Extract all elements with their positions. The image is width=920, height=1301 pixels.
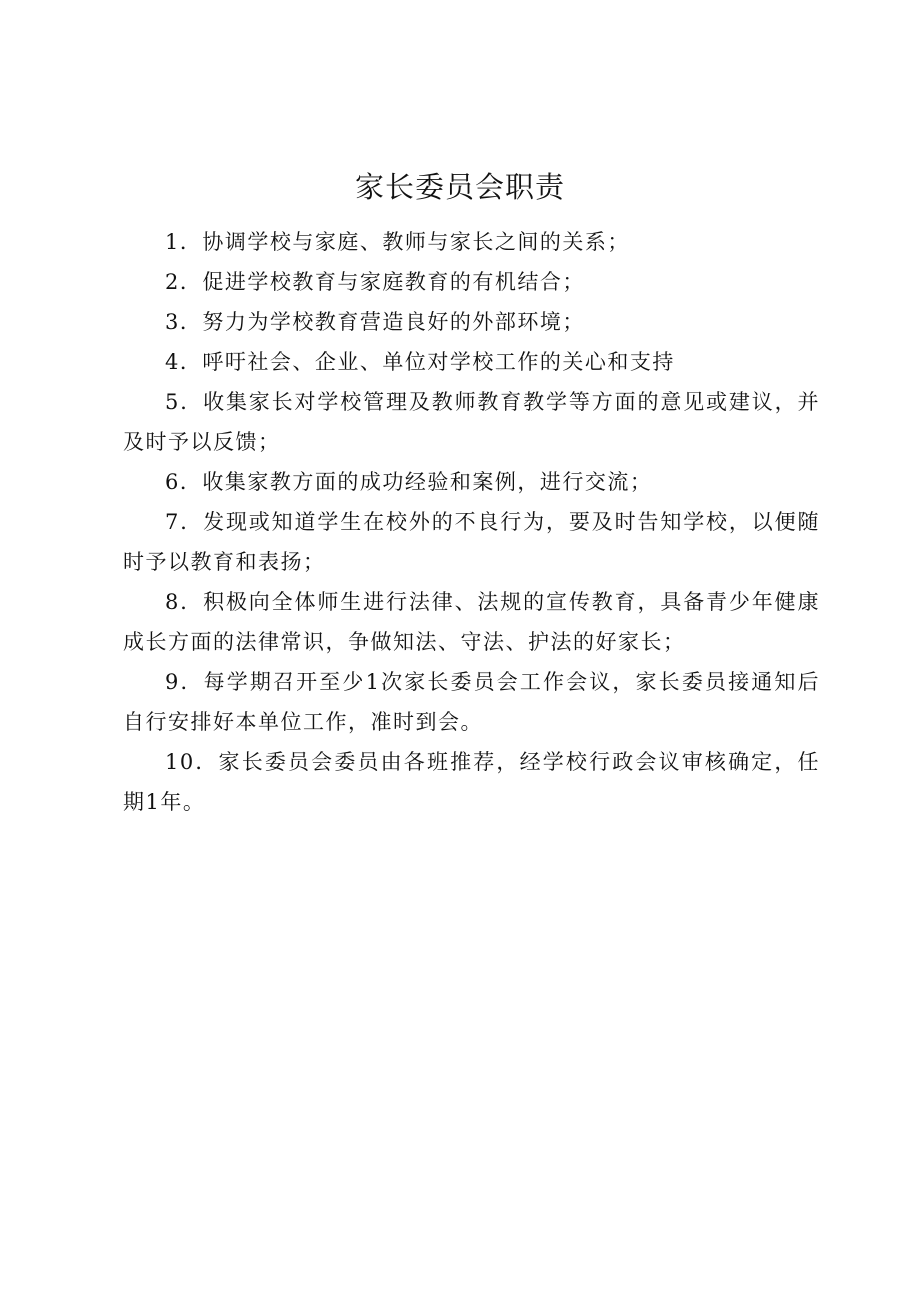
duty-item-1: 1．协调学校与家庭、教师与家长之间的关系； [165, 230, 630, 254]
document-title: 家长委员会职责 [354, 170, 565, 204]
duty-item-7: 7．发现或知道学生在校外的不良行为，要及时告知学校，以便随时予以教育和表扬； [123, 510, 820, 574]
duty-item-4: 4．呼吁社会、企业、单位对学校工作的关心和支持 [165, 350, 675, 374]
duty-item-10: 10．家长委员会委员由各班推荐，经学校行政会议审核确定，任期1年。 [123, 750, 820, 814]
duty-item-3: 3．努力为学校教育营造良好的外部环境； [165, 310, 585, 334]
duty-item-5: 5．收集家长对学校管理及教师教育教学等方面的意见或建议，并及时予以反馈； [123, 390, 820, 454]
duty-item-8: 8．积极向全体师生进行法律、法规的宣传教育，具备青少年健康成长方面的法律常识，争做知法、守法、护法的好家长； [123, 590, 820, 654]
duty-item-6: 6．收集家教方面的成功经验和案例，进行交流； [165, 470, 653, 494]
duty-item-2: 2．促进学校教育与家庭教育的有机结合； [165, 270, 585, 294]
duty-item-9: 9．每学期召开至少1次家长委员会工作会议，家长委员接通知后自行安排好本单位工作，准时到会。 [123, 670, 820, 734]
duties-list [123, 222, 820, 822]
